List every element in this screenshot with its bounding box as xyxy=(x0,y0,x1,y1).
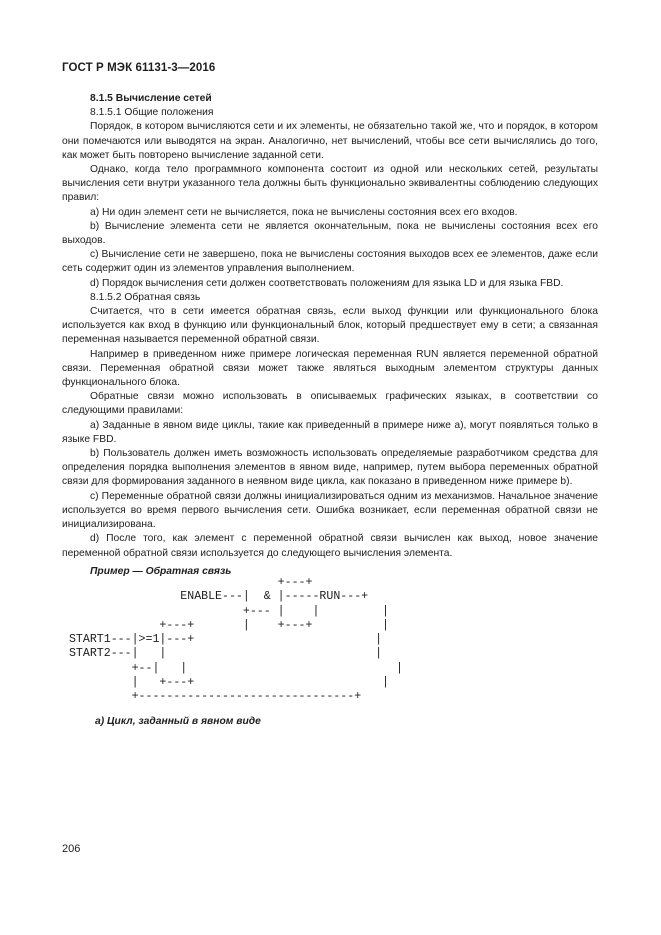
diagram-line: +---+ xyxy=(62,576,313,589)
body-paragraph: Обратные связи можно использовать в описываемых графических языках, в соответствии со следующими правилами: xyxy=(62,391,598,417)
diagram-line: START1---|>=1|---+ | xyxy=(62,633,383,647)
list-item: c) Переменные обратной связи должны инициализироваться одним из механизмов. Начальное значение используется во время первого вычисления сети. Ошибка возникает, если переменная обратной связи не инициализирована. xyxy=(62,490,598,531)
list-item: a) Ни один элемент сети не вычисляется, пока не вычислены состояния всех его входов. xyxy=(90,206,518,218)
diagram-line: START2---| | | xyxy=(62,647,383,661)
diagram-line: ENABLE---| & |-----RUN---+ xyxy=(62,590,369,604)
page-number: 206 xyxy=(62,843,81,855)
subsection-heading: 8.1.5.1 Общие положения xyxy=(90,107,214,119)
document-header: ГОСТ Р МЭК 61131-3—2016 xyxy=(62,62,216,74)
diagram-line: | +---+ | xyxy=(62,676,389,690)
list-item: c) Вычисление сети не завершено, пока не вычислены состояния выходов всех ее элементов, даже если сеть содержит один из элементов управления выполнением. xyxy=(62,249,598,275)
subsection-heading: 8.1.5.2 Обратная связь xyxy=(90,291,201,303)
diagram-line: +-------------------------------+ xyxy=(62,690,362,704)
fbd-feedback-diagram xyxy=(62,576,403,705)
example-label: Пример — Обратная связь xyxy=(90,565,232,577)
section-heading: 8.1.5 Вычисление сетей xyxy=(90,93,212,104)
body-paragraph: Например в приведенном ниже примере логическая переменная RUN является переменной обратной связи. Переменная обратной связи может также являться выходным элементом структуры данных функционального блока. xyxy=(62,348,598,389)
body-paragraph: Считается, что в сети имеется обратная связь, если выход функции или функционального блока используется как вход в функцию или функциональный блок, который предшествует ему в сети; а связанная переменная называется переменной обратной связи. xyxy=(62,306,598,346)
list-item: d) Порядок вычисления сети должен соответствовать положениям для языка LD и для языка FBD. xyxy=(90,277,564,289)
diagram-line: +---+ | +---+ | xyxy=(62,618,389,632)
list-item: b) Пользователь должен иметь возможность использовать определяемые разработчиком средства для определения порядка выполнения элементов в явном виде, например, путем выбора переменных обратной связи для формирования заданного в неявном виде цикла, как показано в приведенном ниже примере b). xyxy=(62,448,598,488)
list-item: d) После того, как элемент с переменной обратной связи вычислен как выход, новое значение переменной обратной связи используется до следующего вычисления элемента. xyxy=(62,533,598,559)
list-item: a) Заданные в явном виде циклы, такие как приведенный в примере ниже a), могут появляться только в языке FBD. xyxy=(62,419,598,445)
document-body xyxy=(62,92,598,579)
diagram-line: +--| | | xyxy=(62,661,403,675)
body-paragraph: Однако, когда тело программного компонента состоит из одной или нескольких сетей, результаты вычисления сети внутри указанного тела должны быть функционально эквивалентны соблюдению следующих правил: xyxy=(62,164,598,204)
body-paragraph: Порядок, в котором вычисляются сети и их элементы, не обязательно такой же, что и порядок, в котором они помечаются или выводятся на экран. Аналогично, нет вычислений, чтобы все сети вычислялись до того, как может быть повторено вычисление заданной сети. xyxy=(62,121,598,161)
list-item: b) Вычисление элемента сети не является окончательным, пока не вычислены состояния всех его выходов. xyxy=(62,220,598,247)
figure-caption: а) Цикл, заданный в явном виде xyxy=(95,716,261,727)
diagram-line: +--- | | | xyxy=(62,604,389,618)
